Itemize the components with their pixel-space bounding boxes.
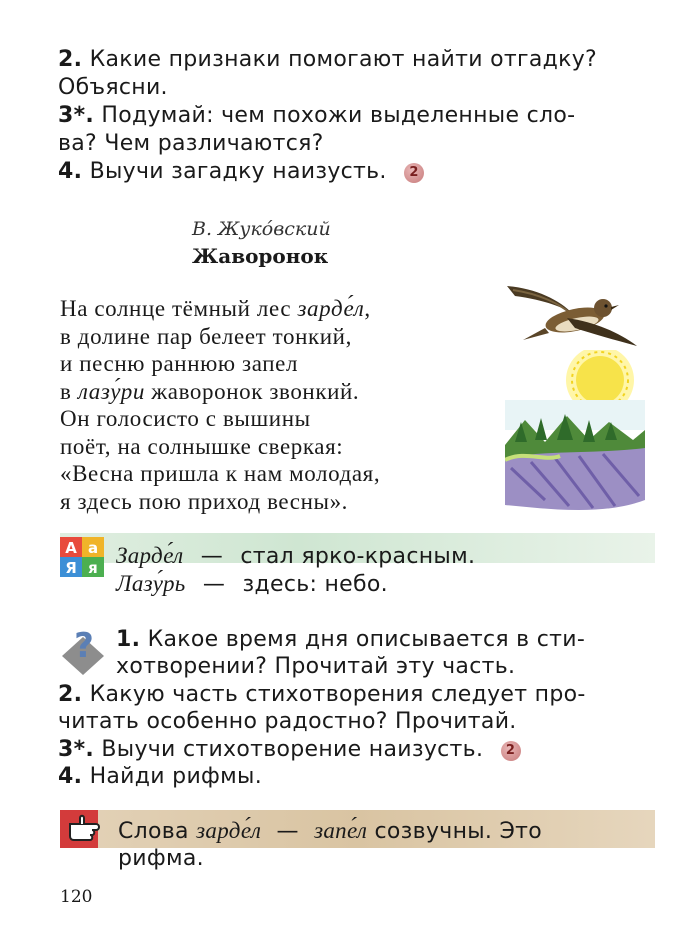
question-3-cont: ва? Чем различаются? — [58, 131, 324, 156]
poem-title: Жаворонок — [192, 244, 329, 268]
poem-line: «Весна пришла к нам молодая, — [60, 461, 381, 486]
abc-dictionary-icon — [60, 537, 104, 577]
poem-author: В. Жуко́вский — [192, 218, 331, 240]
question-2-cont: Объясни. — [58, 75, 168, 100]
page-number: 120 — [60, 887, 93, 907]
grade-2-badge: 2 — [404, 163, 424, 183]
question-b3: 3*. Выучи стихотворение наизусть. 2 — [58, 736, 521, 764]
svg-text:?: ? — [74, 626, 94, 666]
abc-letter: я — [88, 559, 98, 577]
poem-line: На солнце тёмный лес зарде́л, — [60, 296, 371, 321]
question-2: 2. Какие признаки помогают найти отгадку? — [58, 47, 598, 72]
pointing-hand-icon — [66, 810, 112, 846]
abc-letter: Я — [65, 559, 77, 577]
question-b4: 4. Найди рифмы. — [58, 764, 263, 789]
abc-letter: А — [65, 539, 77, 557]
question-b1-cont: хотворении? Прочитай эту часть. — [116, 654, 516, 679]
question-b2-cont: читать особенно радостно? Прочитай. — [58, 709, 517, 734]
grade-2-badge: 2 — [501, 741, 521, 761]
question-3: 3*. Подумай: чем похожи выделенные сло- — [58, 103, 576, 128]
question-4: 4. Выучи загадку наизусть. 2 — [58, 158, 424, 186]
poem-line: Он голосисто с вышины — [60, 406, 311, 431]
question-mark-icon — [60, 623, 106, 675]
question-b2: 2. Какую часть стихотворения следует про- — [58, 682, 586, 707]
question-b1: 1. Какое время дня описывается в сти- — [116, 627, 586, 652]
lark-illustration — [505, 278, 640, 348]
vocab-entry: Лазу́рь — здесь: небо. — [116, 571, 388, 597]
poem-line: в долине пар белеет тонкий, — [60, 323, 352, 349]
rule-text-line-1: Слова зарде́л — запе́л созвучны. Это — [118, 818, 543, 844]
abc-letter: а — [87, 539, 99, 557]
rule-text-line-2: рифма. — [118, 846, 204, 871]
sun-landscape-illustration — [505, 350, 645, 520]
poem-line: я здесь пою приход весны». — [60, 488, 349, 514]
poem-line: и песню раннюю запел — [60, 351, 299, 376]
poem-line: в лазу́ри жаворонок звонкий. — [60, 378, 360, 404]
poem-line: поёт, на солнышке сверкая: — [60, 433, 344, 459]
vocab-entry: Зарде́л — стал ярко-красным. — [116, 543, 476, 569]
